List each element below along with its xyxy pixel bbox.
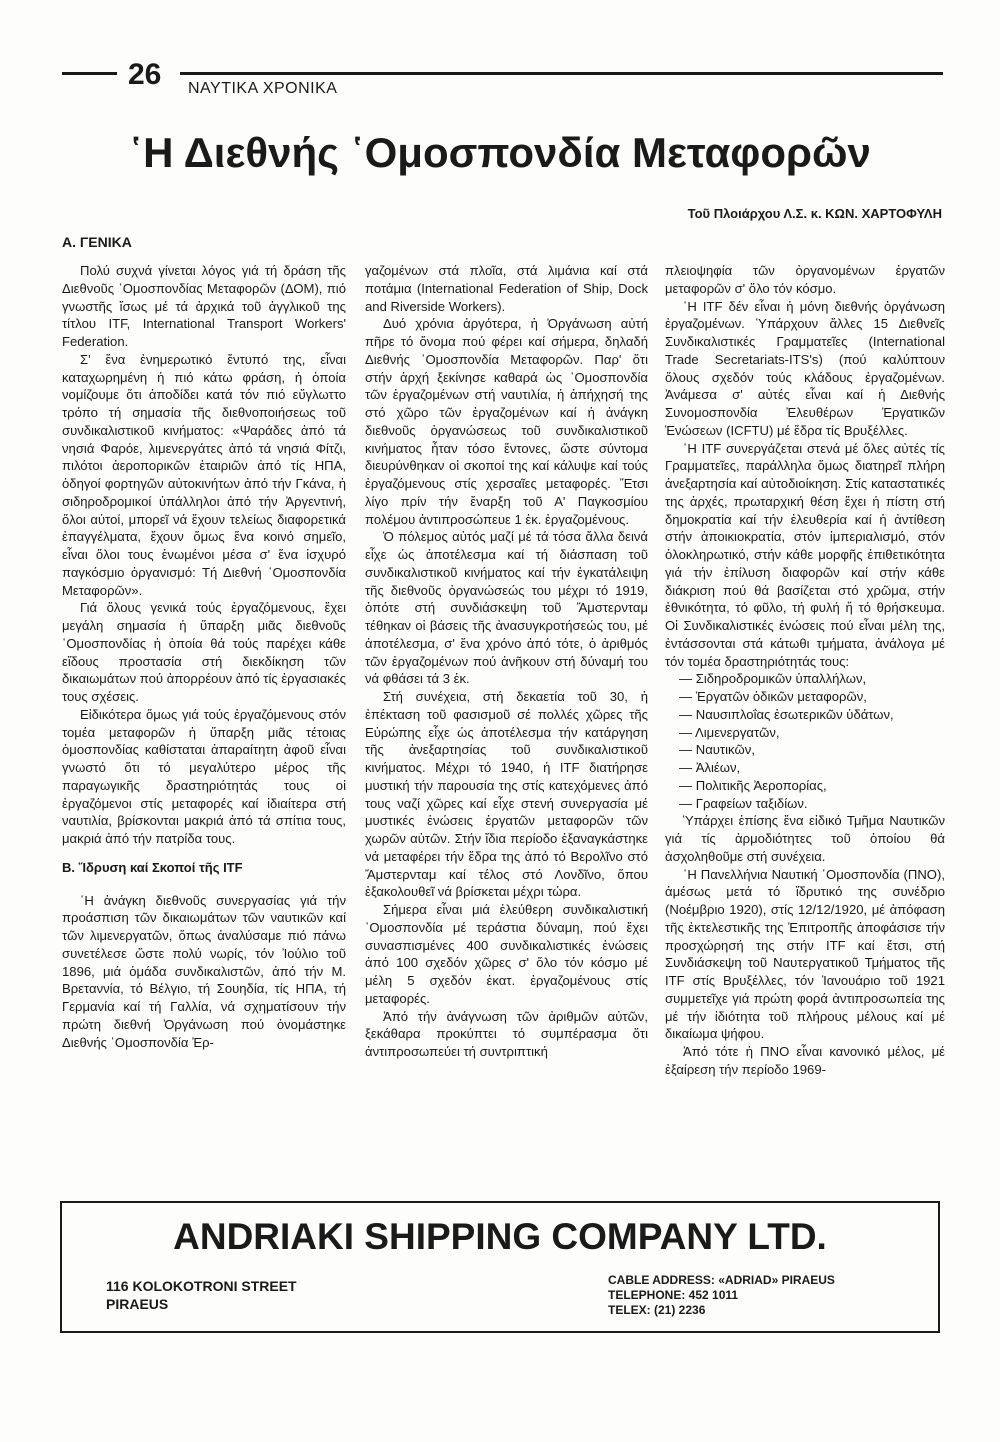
ad-telephone: TELEPHONE: 452 1011	[608, 1288, 739, 1302]
ad-contact	[608, 1273, 835, 1318]
ad-telex: TELEX: (21) 2236	[608, 1303, 706, 1317]
paragraph: Δυό χρόνια ἀργότερα, ἡ Ὀργάνωση αὐτή πῆρε τό ὄνομα πού φέρει καί σήμερα, δηλαδή Διεθνής ῾Ομοσπονδία Μεταφορῶν. Παρ' ὅτι στήν ἀρχή ξεκίνησε καθαρά ὡς ῾Ομοσπονδία τῶν ἐργαζομένων στή ναυτιλία, ἡ ἀπήχησή της στό χῶρο τῶν ἐργαζομένων καί ἡ ἀνάγκη διεθνοῦς ὀργανώσεως τοῦ συνδικαλιστικοῦ κινήματος ἦταν τόσο ἔντονες, ὥστε σύντομα διευρύνθηκαν οἱ σκοποί της καί κάλυψε καί τούς ἐργαζόμενους στίς χερσαῖες μεταφορές. Ἔτσι λίγο πρίν τήν ἔναρξη τοῦ Α' Παγκοσμίου πολέμου ἀντιπροσώπευε 1 ἑκ. ἐργαζομένους.	[365, 316, 648, 527]
column-1-section-b	[62, 892, 346, 1052]
journal-name: ΝΑΥΤΙΚΑ ΧΡΟΝΙΚΑ	[188, 80, 338, 97]
page-number: 26	[128, 58, 162, 91]
advertisement-box	[60, 1201, 940, 1333]
paragraph: Γιά ὅλους γενικά τούς ἐργαζόμενους, ἔχει μεγάλη σημασία ἡ ὕπαρξη μιᾶς διεθνοῦς ῾Ομοσπονδίας ἡ ὁποία θά τούς παρέχει κάθε εἴδους προστασία στή διεκδίκηση τῶν δικαιωμάτων πού ἀπορρέουν ἀπό τίς ἐργασιακές τους σχέσεις.	[62, 600, 346, 704]
paragraph: Σήμερα εἶναι μιά ἐλεύθερη συνδικαλιστική ῾Ομοσπονδία μέ τεράστια δύναμη, πού ἔχει συνασπισμένες 400 συνδικαλιστικές ἑνώσεις ἀπό 100 σχεδόν χῶρες σ' ὅλο τόν κόσμο μέ μέλη 5 σχεδόν ἑκατ. ἐργαζομένους στίς μεταφορές.	[365, 902, 648, 1006]
list-item: — Λιμενεργατῶν,	[679, 724, 780, 740]
column-3-text-continued	[665, 812, 945, 1078]
paragraph: πλειοψηφία τῶν ὀργανομένων ἐργατῶν μεταφορῶν σ' ὅλο τόν κόσμο.	[665, 263, 945, 296]
list-item: — Ἐργατῶν ὁδικῶν μεταφορῶν,	[679, 689, 867, 704]
paragraph: Ὁ πόλεμος αὐτός μαζί μέ τά τόσα ἄλλα δεινά εἶχε ὡς ἀποτέλεσμα καί τή διάσπαση τοῦ συνδικαλιστικοῦ κινήματος καί τήν ἐγκατάλειψη τῆς διεθνοῦς ὀργανώσεώς του μέχρι τό 1919, ὁπότε στή συνδιάσκεψη τοῦ Ἄμστερνταμ τέθηκαν οἱ βάσεις τῆς ἀνασυγκροτήσεώς του, μέ ἀποτέλεσμα, σ' ἕνα χρόνο ἀπό τότε, ὁ ἀριθμός τῶν ἐργαζομένων πού ἀνῆκουν στή δύναμή του νά φθάσει τά 3 ἑκ.	[365, 529, 648, 687]
ad-city: PIRAEUS	[106, 1296, 169, 1312]
article-byline: Τοῦ Πλοιάρχου Λ.Σ. κ. ΚΩΝ. ΧΑΡΤΟΦΥΛΗ	[687, 206, 942, 221]
list-item: — Ναυτικῶν,	[679, 742, 755, 758]
ad-address	[106, 1277, 297, 1313]
column-1-section-a	[62, 262, 346, 848]
list-item: — Σιδηροδρομικῶν ὑπαλλήλων,	[679, 671, 867, 687]
ad-cable-address: CABLE ADDRESS: «ADRIAD» PIRAEUS	[608, 1273, 835, 1287]
list-item: — Ἀλιέων,	[679, 760, 741, 775]
column-2-text	[365, 262, 648, 1061]
article-column-2	[365, 262, 648, 1061]
article-column-3	[665, 262, 945, 1079]
paragraph: ῾Η ἀνάγκη διεθνοῦς συνεργασίας γιά τήν προάσπιση τῶν δικαιωμάτων τῶν ναυτικῶν καί τῶν λιμενεργατῶν, ὅπως ἀναλύσαμε πιό πάνω συνετέλεσε ὥστε πολύ νωρίς, τόν Ἰούλιο τοῦ 1896, μιά ὁμάδα συνδικαλιστῶν, ἀπό τήν Μ. Βρεταννία, τό Βέλγιο, τή Σουηδία, τίς ΗΠΑ, τή Γερμανία καί τή Γαλλία, νά σχηματίσουν τήν πρώτη διεθνή Ὀργάνωση πού ὀνομάστηκε Διεθνής ῾Ομοσπονδία Ἐρ-	[62, 892, 346, 1050]
ad-company-name: ANDRIAKI SHIPPING COMPANY LTD.	[173, 1216, 827, 1257]
list-item: — Ναυσιπλοΐας ἐσωτερικῶν ὑδάτων,	[679, 706, 894, 722]
header-rule-left	[62, 72, 117, 75]
transport-sections-list	[665, 670, 945, 812]
paragraph: ῾Η Πανελλήνια Ναυτική ῾Ομοσπονδία (ΠΝΟ), ἀμέσως μετά τό ἵδρυτικό της συνέδριο (Νοέμβριο 1920), στίς 12/12/1920, μέ ἀπόφαση τῆς ἐκτελεστικῆς της Ἐπιτροπῆς ἀποφάσισε τήν προσχώρησή της στήν ITF καί ἔτσι, στή Συνδιάσκεψη τοῦ Ναυτεργατικοῦ Τμήματος τῆς ITF στίς Βρυξέλλες, τόν Ἰανουάριο τοῦ 1921 συμμετεῖχε γιά πρώτη φορά ἀντιπροσωπεία της μέ τήν ἰδιότητα τοῦ πλήρους μέλους καί μέ δικαίωμα ψήφου.	[665, 866, 945, 1042]
paragraph: Στή συνέχεια, στή δεκαετία τοῦ 30, ἡ ἐπέκταση τοῦ φασισμοῦ σέ πολλές χῶρες τῆς Εὐρώπης εἶχε ὡς ἀποτέλεσμα τήν κατάργηση τῆς ἀνεξαρτησίας τοῦ συνδικαλιστικοῦ κινήματος. Μέχρι τό 1940, ἡ ITF διατήρησε μυστική τήν παρουσία της στίς κατεχόμενες ἀπό τους ναζί χῶρες καί εἶχε στενή συνεργασία μέ μυστικές ἑνώσεις ἐργατῶν μεταφορῶν τῶν χωρῶν αὐτῶν. Στήν ἴδια περίοδο ἐξαναγκάστηκε νά μεταφέρει τήν ἕδρα της ἀπό τό Βερολῖνο στό Ἄμστερνταμ καί τέλος στό Λονδῖνο, ὅπου ἐξακολουθεῖ νά βρίσκεται μέχρι τώρα.	[365, 689, 648, 900]
section-b-heading: Β. Ἵδρυση καί Σκοποί τῆς ITF	[62, 859, 243, 875]
article-title: ῾Η Διεθνής ῾Ομοσπονδία Μεταφορῶν	[129, 129, 871, 176]
paragraph: Εἰδικότερα ὅμως γιά τούς ἐργαζόμενους στόν τομέα μεταφορῶν ἡ ὕπαρξη μιᾶς τέτοιας ὁμοσπονδίας καθίσταται ἀπαραίτητη ἀφοῦ εἶναι γνωστό ὅτι τό μεγαλύτερο μέρος τῆς παραγωγικῆς δραστηριότητάς τους οἱ ἐργαζόμενοι στίς μεταφορές καί ἰδιαίτερα στή ναυτιλία, βρίσκονται μακριά ἀπό τά σπίτια τους, μακριά ἀπό τήν πατρίδα τους.	[62, 706, 346, 846]
paragraph: Ὑπάρχει ἐπίσης ἕνα εἰδικό Τμῆμα Ναυτικῶν γιά τίς ἁρμοδιότητες τοῦ ὁποίου θά ἀσχοληθοῦμε στή συνέχεια.	[665, 813, 945, 864]
paragraph: Πολύ συχνά γίνεται λόγος γιά τή δράση τῆς Διεθνοῦς ῾Ομοσπονδίας Μεταφορῶν (ΔΟΜ), πιό γνωστῆς ἴσως μέ τά ἀρχικά τοῦ ἀγγλικοῦ της τίτλου ITF, International Transport Workers' Federation.	[62, 263, 346, 349]
ad-street: 116 KOLOKOTRONI STREET	[106, 1278, 297, 1294]
article-column-1	[62, 262, 346, 1051]
list-item: — Γραφείων ταξιδίων.	[679, 795, 808, 811]
paragraph: γαζομένων στά πλοῖα, στά λιμάνια καί στά ποτάμια (International Federation of Ship, Dock and Riverside Workers).	[365, 263, 648, 314]
section-a-heading: Α. ΓΕΝΙΚΑ	[62, 234, 132, 250]
paragraph: ῾Η ITF συνεργάζεται στενά μέ ὅλες αὐτές τίς Γραμματεῖες, παράλληλα ὅμως διατηρεῖ πλήρη ἀνεξαρτησία καί αὐτοδιοίκηση. Στίς καταστατικές της ἀρχές, πρωταρχική θέση ἔχει ἡ πίστη στή δημοκρατία καί τήν ἐλευθερία καί ἡ ἀντίθεση στήν ἀποικιοκρατία, στόν ἰμπεριαλισμό, στόν ὁλοκληρωτικό, στήν κάθε μορφῆς ἐπιθετικότητα γιά τήν ἐπίλυση διαφορῶν καί στήν κάθε διάκριση πού θά βασίζεται στό χρῶμα, στήν ἐθνικότητα, τό φῦλο, τή φυλή ἤ τό θρήσκευμα. Οἱ Συνδικαλιστικές ἑνώσεις πού εἶναι μέλη της, ἐντάσσονται στά κάτωθι τμήματα, ἀνάλογα μέ τόν τομέα δραστηριότητάς τους:	[665, 440, 945, 669]
paragraph: Ἀπό τήν ἀνάγνωση τῶν ἀριθμῶν αὐτῶν, ξεκάθαρα προκύπτει τό συμπέρασμα ὅτι ἀντιπροσωπεύει τή συντριπτική	[365, 1008, 648, 1059]
paragraph: Σ' ἕνα ἐνημερωτικό ἔντυπό της, εἶναι καταχωρημένη ἡ πιό κάτω φράση, ἡ ὁποία νομίζουμε ὅτι ἀποδίδει κατά τόν πιό εὔγλωττο τρόπο τή σημασία τῆς διεθνοποιήσεως τοῦ συνδικαλιστικοῦ κινήματος: «Ψαράδες ἀπό τά νησιά Φαρόε, λιμενεργάτες ἀπό τά νησιά Φίτζι, πιλότοι ἀεροπορικῶν ἑταιριῶν ἀπό τίς ΗΠΑ, ὁδηγοί φορτηγῶν αὐτοκινήτων ἀπό τήν Γκάνα, ἡ σιδηροδρομικοί ὑπάλληλοι ἀπό τήν Ἀργεντινή, ὅλοι αὐτοί, μπορεῖ νά ἔχουν τελείως διαφορετικά ἐπαγγέλματα, ἔχουν ὅμως ἕνα κοινό σημεῖο, εἶναι ὅλοι τους ἑνωμένοι μέσα σ' ἕνα ἰσχυρό παγκόσμιο ὀργανισμό: Τή Διεθνή ῾Ομοσπονδία Μεταφορῶν».	[62, 351, 346, 598]
column-3-text	[665, 262, 945, 670]
paragraph: ῾Η ITF δέν εἶναι ἡ μόνη διεθνής ὀργάνωση ἐργαζομένων. Ὑπάρχουν ἄλλες 15 Διεθνεῖς Συνδικαλιστικές Γραμματεῖες (International Trade Secretariats-ITS's) (πού καλύπτουν ὅλους σχεδόν τούς κλάδους ἐργαζομένων. Ἀνάμεσα σ' αὐτές εἶναι καί ἡ Διεθνής Συνομοσπονδία Ἐλευθέρων Ἐργατικῶν Ἑνώσεων (ICFTU) μέ ἕδρα τίς Βρυξέλλες.	[665, 298, 945, 438]
list-item: — Πολιτικῆς Ἀεροπορίας,	[679, 777, 827, 793]
paragraph: Ἀπό τότε ἡ ΠΝΟ εἶναι κανονικό μέλος, μέ ἐξαίρεση τήν περίοδο 1969-	[665, 1044, 945, 1077]
header-rule-right	[180, 72, 943, 75]
